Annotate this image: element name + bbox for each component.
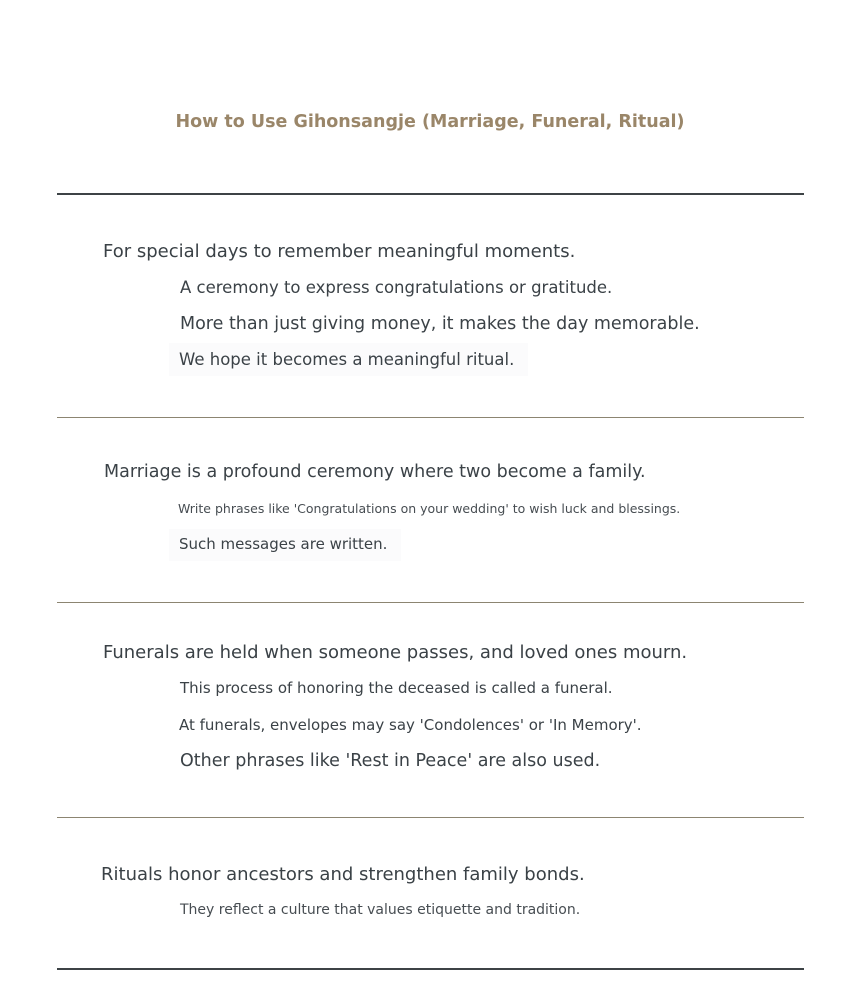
divider — [57, 417, 804, 418]
section-funeral-line: At funerals, envelopes may say 'Condolences' or 'In Memory'. — [179, 716, 642, 734]
section-funeral-lead: Funerals are held when someone passes, and loved ones mourn. — [103, 642, 688, 663]
section-general-line: A ceremony to express congratulations or gratitude. — [180, 278, 613, 297]
divider-bottom — [57, 968, 804, 970]
section-general-lead: For special days to remember meaningful moments. — [103, 241, 576, 262]
section-marriage-line: Write phrases like 'Congratulations on your wedding' to wish luck and blessings. — [178, 501, 681, 516]
divider — [57, 817, 804, 818]
divider-top — [57, 193, 804, 195]
section-marriage-lead: Marriage is a profound ceremony where two become a family. — [104, 462, 646, 482]
page-title: How to Use Gihonsangje (Marriage, Funeral, Ritual) — [175, 112, 685, 132]
section-funeral-line: Other phrases like 'Rest in Peace' are also used. — [180, 751, 601, 771]
section-marriage-line: Such messages are written. — [169, 529, 401, 561]
divider — [57, 602, 804, 603]
section-general-line: We hope it becomes a meaningful ritual. — [169, 343, 528, 376]
section-ritual-line: They reflect a culture that values etiquette and tradition. — [180, 902, 581, 918]
section-ritual-lead: Rituals honor ancestors and strengthen family bonds. — [101, 864, 585, 885]
section-general-line: More than just giving money, it makes the day memorable. — [180, 314, 700, 334]
section-funeral-line: This process of honoring the deceased is called a funeral. — [180, 679, 613, 697]
